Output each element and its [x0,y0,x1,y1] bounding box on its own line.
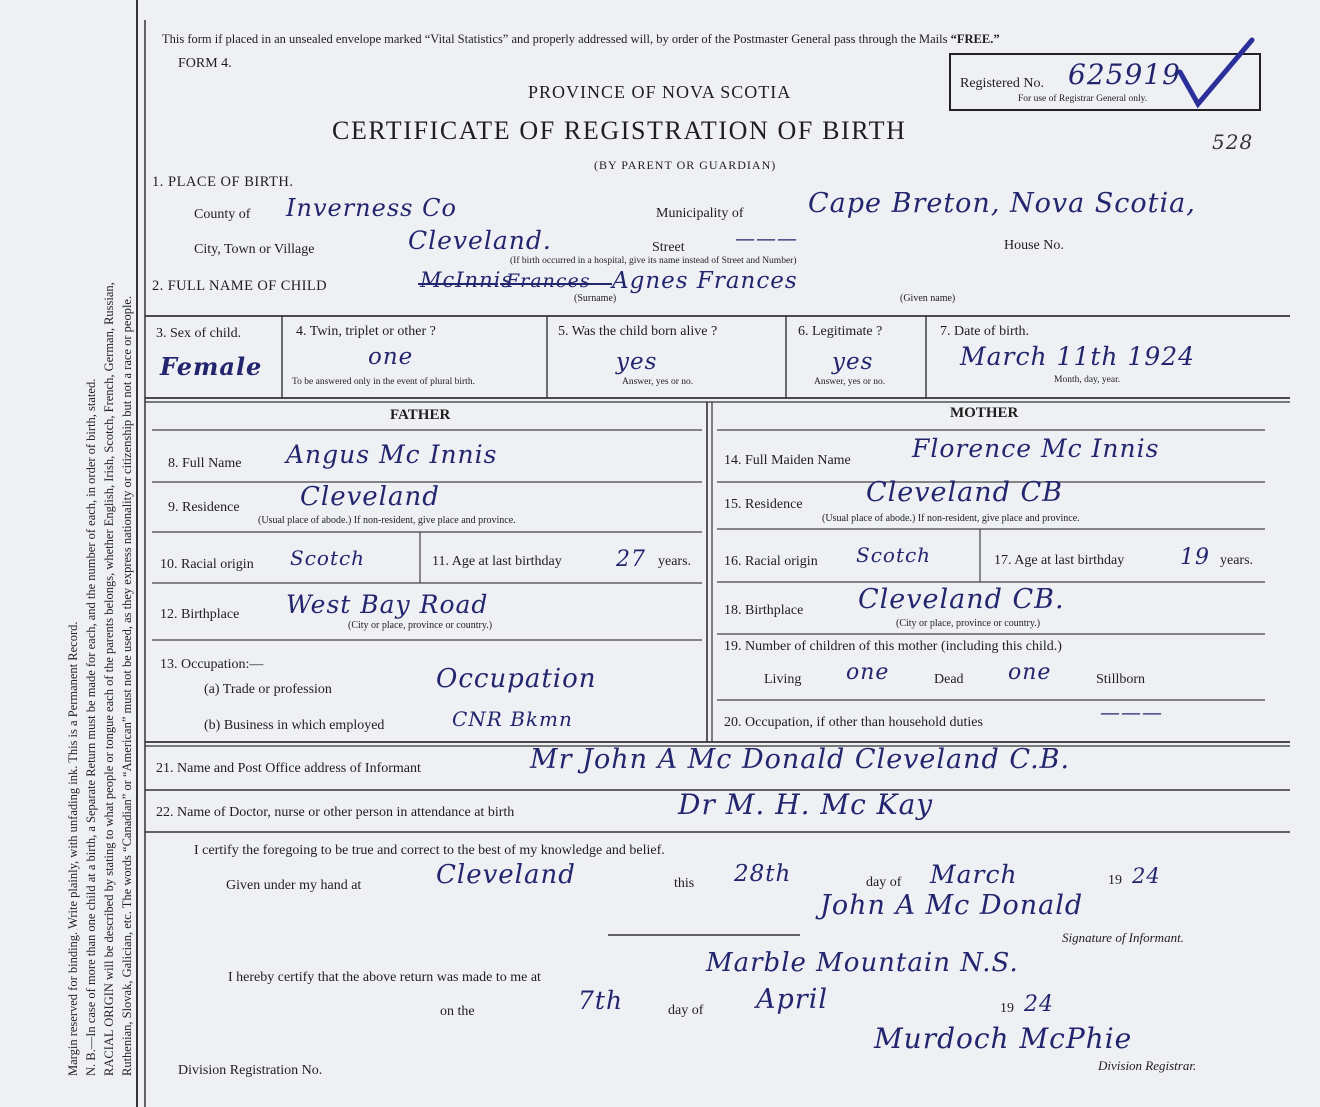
hospital-note: (If birth occurred in a hospital, give its name instead of Street and Number) [510,256,797,266]
registrar-signature: Murdoch McPhie [874,1022,1133,1055]
postal-notice-free: “FREE.” [950,32,1000,46]
given-dayof-label: day of [866,875,902,890]
mother-occ-label: 20. Occupation, if other than household duties [724,715,983,730]
street-value: ——— [735,226,798,250]
sex-value: Female [160,352,263,381]
father-res-value: Cleveland [300,482,440,512]
father-age-years: years. [658,554,692,569]
father-trade-label: (a) Trade or profession [204,682,332,697]
mother-race-label: 16. Racial origin [724,554,818,569]
mother-age-years: years. [1220,553,1254,568]
mother-name-value: Florence Mc Innis [912,434,1160,463]
given-label: Given under my hand at [226,878,362,893]
postal-notice-text: This form if placed in an unsealed envelope marked “Vital Statistics” and properly addressed will, by order of the Postmaster General pass through the Mails [162,32,948,46]
registrar-day: 7th [578,986,624,1015]
house-label: House No. [1004,238,1064,253]
informant-value: Mr John A Mc Donald Cleveland C.B. [530,744,1071,775]
given-note: (Given name) [900,293,956,304]
division-registration-label: Division Registration No. [178,1063,323,1078]
municipality-label: Municipality of [656,206,744,221]
county-label: County of [194,207,251,222]
registered-label: Registered No. [960,76,1044,91]
father-heading: FATHER [390,407,451,423]
county-value: Inverness Co [286,194,457,222]
mother-race-value: Scotch [856,543,932,567]
informant-signature-label: Signature of Informant. [1062,930,1184,945]
mother-birth-note: (City or place, province or country.) [896,618,1041,629]
given-year-prefix: 19 [1108,873,1122,888]
father-occ-label: 13. Occupation:— [160,657,264,672]
city-label: City, Town or Village [194,242,315,257]
dob-note: Month, day, year. [1054,375,1121,385]
informant-label: 21. Name and Post Office address of Informant [156,761,421,776]
form-number: FORM 4. [178,56,232,71]
twin-value: one [368,344,414,370]
father-birth-value: West Bay Road [286,590,489,619]
stillborn-label: Stillborn [1096,672,1146,687]
dead-value: one [1008,660,1052,685]
father-age-label: 11. Age at last birthday [432,554,562,569]
father-birth-label: 12. Birthplace [160,607,240,622]
corner-mark: 528 [1212,130,1254,154]
mother-birth-label: 18. Birthplace [724,603,804,618]
father-res-label: 9. Residence [168,500,240,515]
given-day: 28th [734,861,792,887]
certify-text: I certify the foregoing to be true and correct to the best of my knowledge and belief. [194,843,665,858]
mother-res-label: 15. Residence [724,497,803,512]
child-struck-name: Frances [506,270,591,292]
alive-label: 5. Was the child born alive ? [558,324,718,339]
legit-label: 6. Legitimate ? [798,324,883,339]
mother-children-label: 19. Number of children of this mother (including this child.) [724,639,1062,654]
father-birth-note: (City or place, province or country.) [348,620,493,631]
sex-label: 3. Sex of child. [156,326,242,341]
registrar-text: I hereby certify that the above return was made to me at [228,970,541,985]
father-res-note: (Usual place of abode.) If non-resident, give place and province. [258,515,516,526]
registrar-signature-label: Division Registrar. [1098,1058,1197,1073]
doctor-label: 22. Name of Doctor, nurse or other person in attendance at birth [156,805,515,820]
registered-note: For use of Registrar General only. [1018,94,1148,104]
margin-note-binding: Margin reserved for binding. Write plainly, with unfading ink. This is a Permanent Record. [66,621,80,1076]
living-value: one [846,660,890,685]
mother-res-note: (Usual place of abode.) If non-resident, give place and province. [822,513,1080,524]
given-place: Cleveland [436,860,576,890]
province-heading: PROVINCE OF NOVA SCOTIA [528,82,792,102]
registrar-year: 24 [1024,992,1054,1017]
alive-value: yes [616,349,658,375]
father-age-value: 27 [616,547,646,572]
registrar-year-prefix: 19 [1000,1001,1014,1016]
mother-name-label: 14. Full Maiden Name [724,453,851,468]
registrar-place: Marble Mountain N.S. [706,948,1019,978]
page-subtitle: (BY PARENT OR GUARDIAN) [594,158,777,172]
alive-note: Answer, yes or no. [622,377,694,387]
street-label: Street [652,240,685,255]
registered-number: 625919 [1068,58,1181,91]
father-trade-value: Occupation [436,664,597,694]
child-surname: McInnis [420,268,514,292]
father-name-value: Angus Mc Innis [286,440,498,469]
margin-note-racial: RACIAL ORIGIN will be described by stating to what people or tongue each of the parents belongs, whether English, Irish, Scotch, French, German, Russian, [102,282,116,1076]
child-given: Agnes Frances [612,268,798,294]
informant-signature: John A Mc Donald [820,890,1084,921]
place-heading: 1. PLACE OF BIRTH. [152,174,294,190]
given-year: 24 [1132,864,1161,888]
this-label: this [674,876,695,891]
dob-value: March 11th 1924 [960,342,1196,371]
mother-age-label: 17. Age at last birthday [994,553,1125,568]
dob-label: 7. Date of birth. [940,324,1030,339]
mother-birth-value: Cleveland CB. [858,584,1065,615]
postal-notice [162,32,1000,47]
twin-note: To be answered only in the event of plural birth. [292,377,475,387]
child-name-label: 2. FULL NAME OF CHILD [152,278,328,294]
margin-note-plural: N. B.—In case of more than one child at a birth, a Separate Return must be made for each, and the number of each, in order of birth, stated. [84,378,98,1076]
mother-age-value: 19 [1180,545,1210,570]
father-name-label: 8. Full Name [168,456,242,471]
father-biz-label: (b) Business in which employed [204,718,385,733]
father-race-label: 10. Racial origin [160,557,254,572]
mother-heading: MOTHER [950,405,1019,421]
margin-note-nationality: Ruthenian, Slovak, Galician, etc. The words “Canadian” or “American” must not be used, as they express nationality or citizenship but not a race or people. [120,295,134,1076]
page-title: CERTIFICATE OF REGISTRATION OF BIRTH [332,116,907,145]
registrar-month: April [756,984,828,1015]
surname-note: (Surname) [574,293,617,304]
father-race-value: Scotch [290,546,366,570]
dead-label: Dead [934,672,964,687]
municipality-value: Cape Breton, Nova Scotia, [808,188,1196,219]
legit-value: yes [832,349,874,375]
living-label: Living [764,672,802,687]
doctor-value: Dr M. H. Mc Kay [678,788,934,821]
registrar-dayof-label: day of [668,1003,704,1018]
on-label: on the [440,1004,475,1019]
mother-occ-value: ——— [1100,700,1163,724]
father-biz-value: CNR Bkmn [452,707,573,731]
mother-res-value: Cleveland CB [866,477,1063,508]
given-month: March [930,860,1018,889]
twin-label: 4. Twin, triplet or other ? [296,324,436,339]
legit-note: Answer, yes or no. [814,377,886,387]
city-value: Cleveland. [408,226,552,255]
